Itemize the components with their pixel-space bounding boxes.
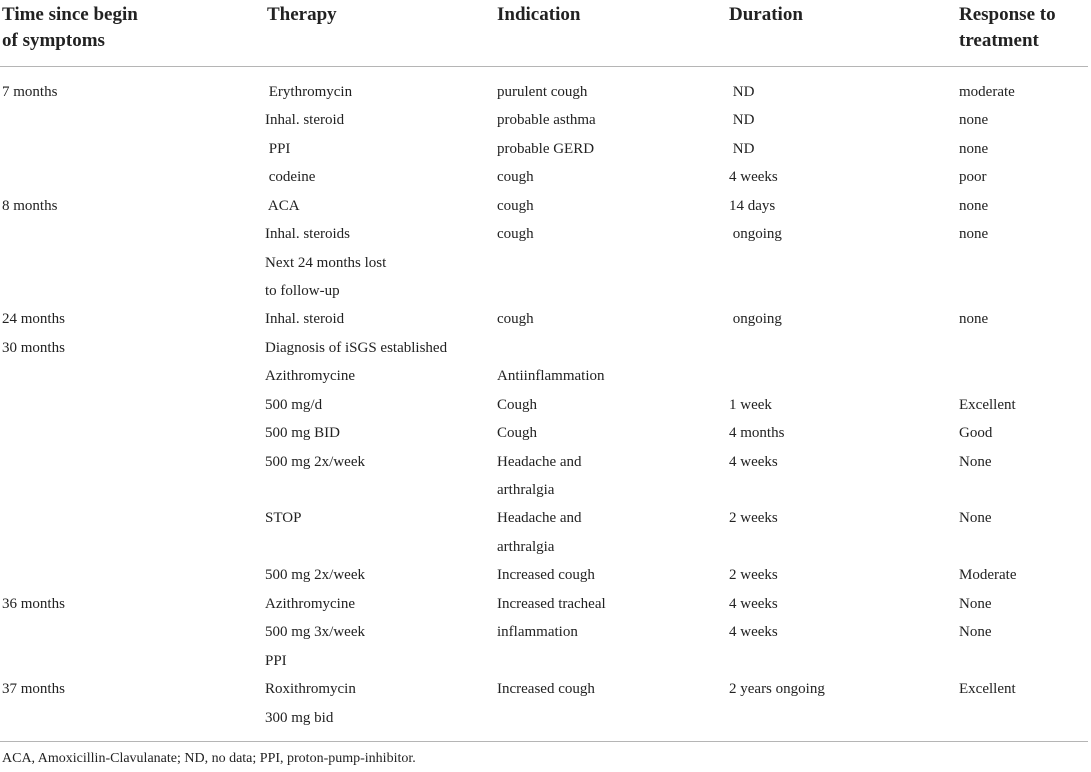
cell-response: none (959, 197, 989, 214)
cell-time: 30 months (2, 339, 65, 356)
cell-duration: 14 days (729, 197, 776, 214)
header-top-rule (0, 66, 1088, 67)
cell-therapy: Inhal. steroids (265, 226, 350, 243)
cell-therapy: 500 mg/d (265, 396, 323, 413)
cell-duration: 2 years ongoing (729, 681, 825, 697)
cell-therapy: 500 mg 3x/week (265, 624, 365, 641)
cell-therapy: PPI (265, 140, 291, 157)
cell-duration: ongoing (729, 311, 782, 328)
column-header-line: Indication (497, 4, 581, 25)
cell-duration: ND (729, 140, 755, 157)
cell-indication: Increased cough (497, 681, 595, 697)
cell-duration: 2 weeks (729, 510, 778, 527)
cell-therapy: 500 mg 2x/week (265, 453, 365, 470)
cell-response: None (959, 510, 992, 527)
column-header-line: of symptoms (2, 30, 105, 51)
cell-indication: Headache and (497, 453, 582, 470)
cell-duration: 4 weeks (729, 169, 778, 186)
cell-indication: Antiinflammation (497, 368, 605, 385)
table-bottom-rule (0, 741, 1088, 742)
cell-time: 8 months (2, 197, 58, 214)
cell-indication: cough (497, 197, 534, 214)
cell-time: 7 months (2, 84, 58, 100)
cell-therapy: ACA (265, 197, 300, 214)
cell-indication: arthralgia (497, 482, 555, 498)
cell-therapy: codeine (265, 169, 316, 186)
cell-therapy: Roxithromycin (265, 681, 356, 697)
column-header-line: Therapy (267, 4, 337, 25)
column-header-duration (729, 2, 803, 28)
cell-indication: arthralgia (497, 538, 555, 555)
column-header-therapy (267, 2, 337, 28)
table-footnote: ACA, Amoxicillin-Clavulanate; ND, no data; PPI, proton-pump-inhibitor. (2, 751, 416, 766)
cell-indication: Increased cough (497, 567, 595, 584)
cell-duration: 4 weeks (729, 624, 778, 641)
column-header-response (959, 2, 1056, 54)
cell-response: Moderate (959, 567, 1017, 584)
cell-response: Excellent (959, 396, 1016, 413)
cell-response: None (959, 624, 992, 641)
cell-therapy: to follow-up (265, 283, 340, 299)
cell-indication: Increased tracheal (497, 595, 606, 612)
cell-response: poor (959, 169, 987, 186)
column-header-line: Duration (729, 4, 803, 25)
cell-indication: probable GERD (497, 140, 595, 157)
cell-therapy: Inhal. steroid (265, 311, 345, 328)
column-header-indication (497, 2, 580, 28)
cell-therapy: 500 mg BID (265, 425, 340, 442)
cell-duration: 4 weeks (729, 595, 778, 612)
cell-indication: Cough (497, 396, 538, 413)
cell-response: moderate (959, 84, 1015, 100)
cell-time: 24 months (2, 311, 65, 328)
cell-indication: inflammation (497, 624, 578, 641)
cell-therapy: Erythromycin (265, 84, 353, 100)
cell-duration: ND (729, 112, 755, 129)
cell-response: none (959, 311, 989, 328)
column-header-time (2, 2, 138, 54)
cell-therapy: Azithromycine (265, 368, 355, 385)
cell-indication: Headache and (497, 510, 582, 527)
cell-time: 37 months (2, 681, 65, 697)
cell-indication: cough (497, 311, 534, 328)
cell-duration: ND (729, 84, 755, 100)
cell-therapy: Inhal. steroid (265, 112, 345, 129)
cell-therapy: PPI (265, 652, 287, 669)
cell-indication: probable asthma (497, 112, 596, 129)
cell-therapy: Next 24 months lost (265, 254, 387, 271)
cell-indication: Cough (497, 425, 538, 442)
cell-time: 36 months (2, 595, 65, 612)
cell-response: none (959, 112, 989, 129)
cell-duration: 2 weeks (729, 567, 778, 584)
cell-duration: 4 weeks (729, 453, 778, 470)
cell-duration: 4 months (729, 425, 785, 442)
column-header-line: Time since begin (2, 4, 138, 25)
column-header-line: Response to (959, 4, 1056, 25)
cell-response: none (959, 226, 989, 243)
cell-duration: 1 week (729, 396, 772, 413)
cell-therapy: Azithromycine (265, 595, 355, 612)
cell-therapy: 500 mg 2x/week (265, 567, 365, 584)
column-header-line: treatment (959, 30, 1039, 51)
cell-response: none (959, 140, 989, 157)
cell-therapy: Diagnosis of iSGS established (265, 339, 448, 356)
cell-indication: cough (497, 226, 534, 243)
cell-response: Good (959, 425, 993, 442)
cell-duration: ongoing (729, 226, 782, 243)
cell-therapy: STOP (265, 510, 302, 527)
cell-therapy: 300 mg bid (265, 709, 334, 726)
cell-response: None (959, 595, 992, 612)
cell-indication: cough (497, 169, 534, 186)
cell-response: Excellent (959, 681, 1016, 697)
cell-response: None (959, 453, 992, 470)
cell-indication: purulent cough (497, 84, 588, 100)
